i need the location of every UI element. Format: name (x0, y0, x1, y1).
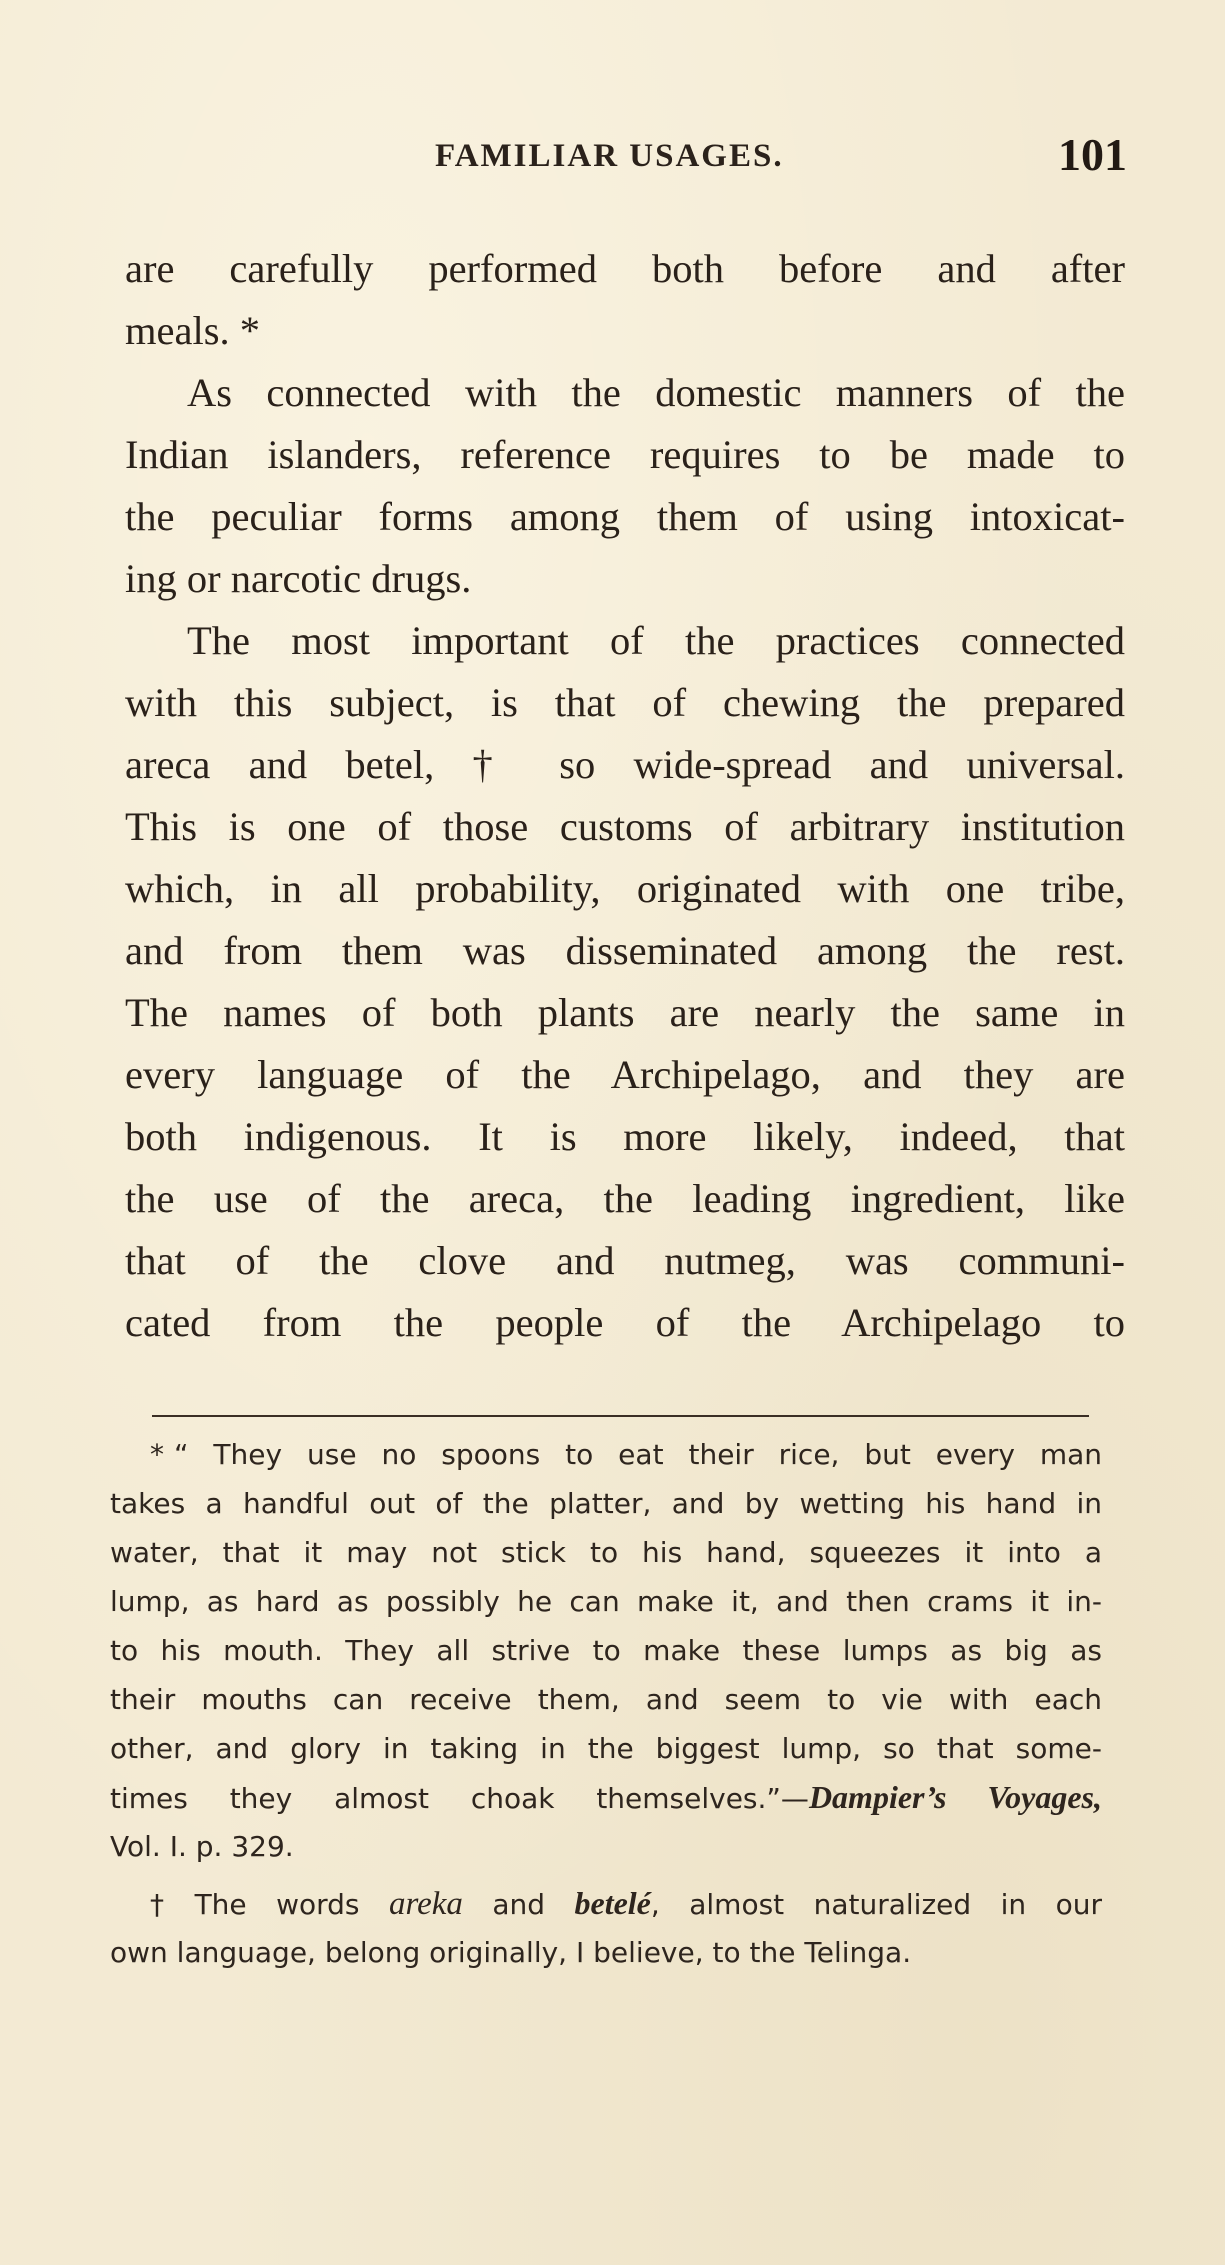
footnote-line: lump, as hard as possibly he can make it, and then crams it in- (110, 1585, 1102, 1618)
footnote-line (110, 1430, 1102, 1479)
footnote-line (110, 1773, 1102, 1822)
footnote-rule (152, 1415, 1089, 1417)
footnote-text: times they almost choak themselves.”— (110, 1782, 809, 1815)
footnote-mark: † (150, 1888, 185, 1921)
text-line: As connected with the domestic manners of the (187, 370, 1125, 415)
text-line: are carefully performed both before and after (125, 246, 1125, 291)
text-line: meals. * (125, 308, 260, 353)
page-header (0, 128, 1225, 188)
text-line: areca and betel, † so wide-spread and universal. (125, 742, 1125, 787)
footnote-line: their mouths can receive them, and seem to vie with each (110, 1683, 1102, 1716)
footnote-text: “ They use no spoons to eat their rice, but every man (174, 1438, 1102, 1471)
text-line: Indian islanders, reference requires to be made to (125, 432, 1125, 477)
text-line: both indigenous. It is more likely, indeed, that (125, 1114, 1125, 1159)
text-line: The most important of the practices connected (187, 618, 1125, 663)
running-title: FAMILIAR USAGES. (435, 138, 784, 174)
footnote-citation: Dampier’s Voyages, (808, 1779, 1103, 1815)
footnote-line (110, 1879, 1102, 1928)
footnote-text: , almost naturalized in our (650, 1888, 1102, 1921)
footnotes (110, 1420, 1102, 1977)
text-line: and from them was disseminated among the rest. (125, 928, 1125, 973)
text-line: with this subject, is that of chewing the prepared (125, 680, 1125, 725)
footnote-line: own language, belong originally, I believe, to the Telinga. (110, 1936, 912, 1969)
text-line: The names of both plants are nearly the same in (125, 990, 1125, 1035)
footnote-text: The words (194, 1888, 389, 1921)
footnote-mark: * (150, 1438, 164, 1471)
footnote-line: Vol. I. p. 329. (110, 1830, 294, 1863)
footnote-areka (110, 1879, 1102, 1977)
text-line: the use of the areca, the leading ingredient, like (125, 1176, 1125, 1221)
text-line: that of the clove and nutmeg, was communi- (125, 1238, 1125, 1283)
footnote-line: other, and glory in taking in the biggest lump, so that some- (110, 1732, 1102, 1765)
text-line: which, in all probability, originated with one tribe, (125, 866, 1125, 911)
text-line: the peculiar forms among them of using intoxicat- (125, 494, 1125, 539)
text-line: ing or narcotic drugs. (125, 556, 472, 601)
footnote-line: water, that it may not stick to his hand, squeezes it into a (110, 1536, 1102, 1569)
body-text (125, 238, 1125, 1354)
footnote-line: to his mouth. They all strive to make these lumps as big as (110, 1634, 1102, 1667)
footnote-italic-word: areka (388, 1886, 463, 1922)
footnote-italic-word: betelé (574, 1885, 651, 1921)
text-line: cated from the people of the Archipelago to (125, 1300, 1125, 1345)
footnote-line: takes a handful out of the platter, and by wetting his hand in (110, 1487, 1102, 1520)
footnote-text: and (462, 1888, 575, 1921)
page-number: 101 (1058, 129, 1127, 180)
text-line: This is one of those customs of arbitrary institution (125, 804, 1125, 849)
footnote-dampier (110, 1430, 1102, 1871)
text-line: every language of the Archipelago, and they are (125, 1052, 1125, 1097)
